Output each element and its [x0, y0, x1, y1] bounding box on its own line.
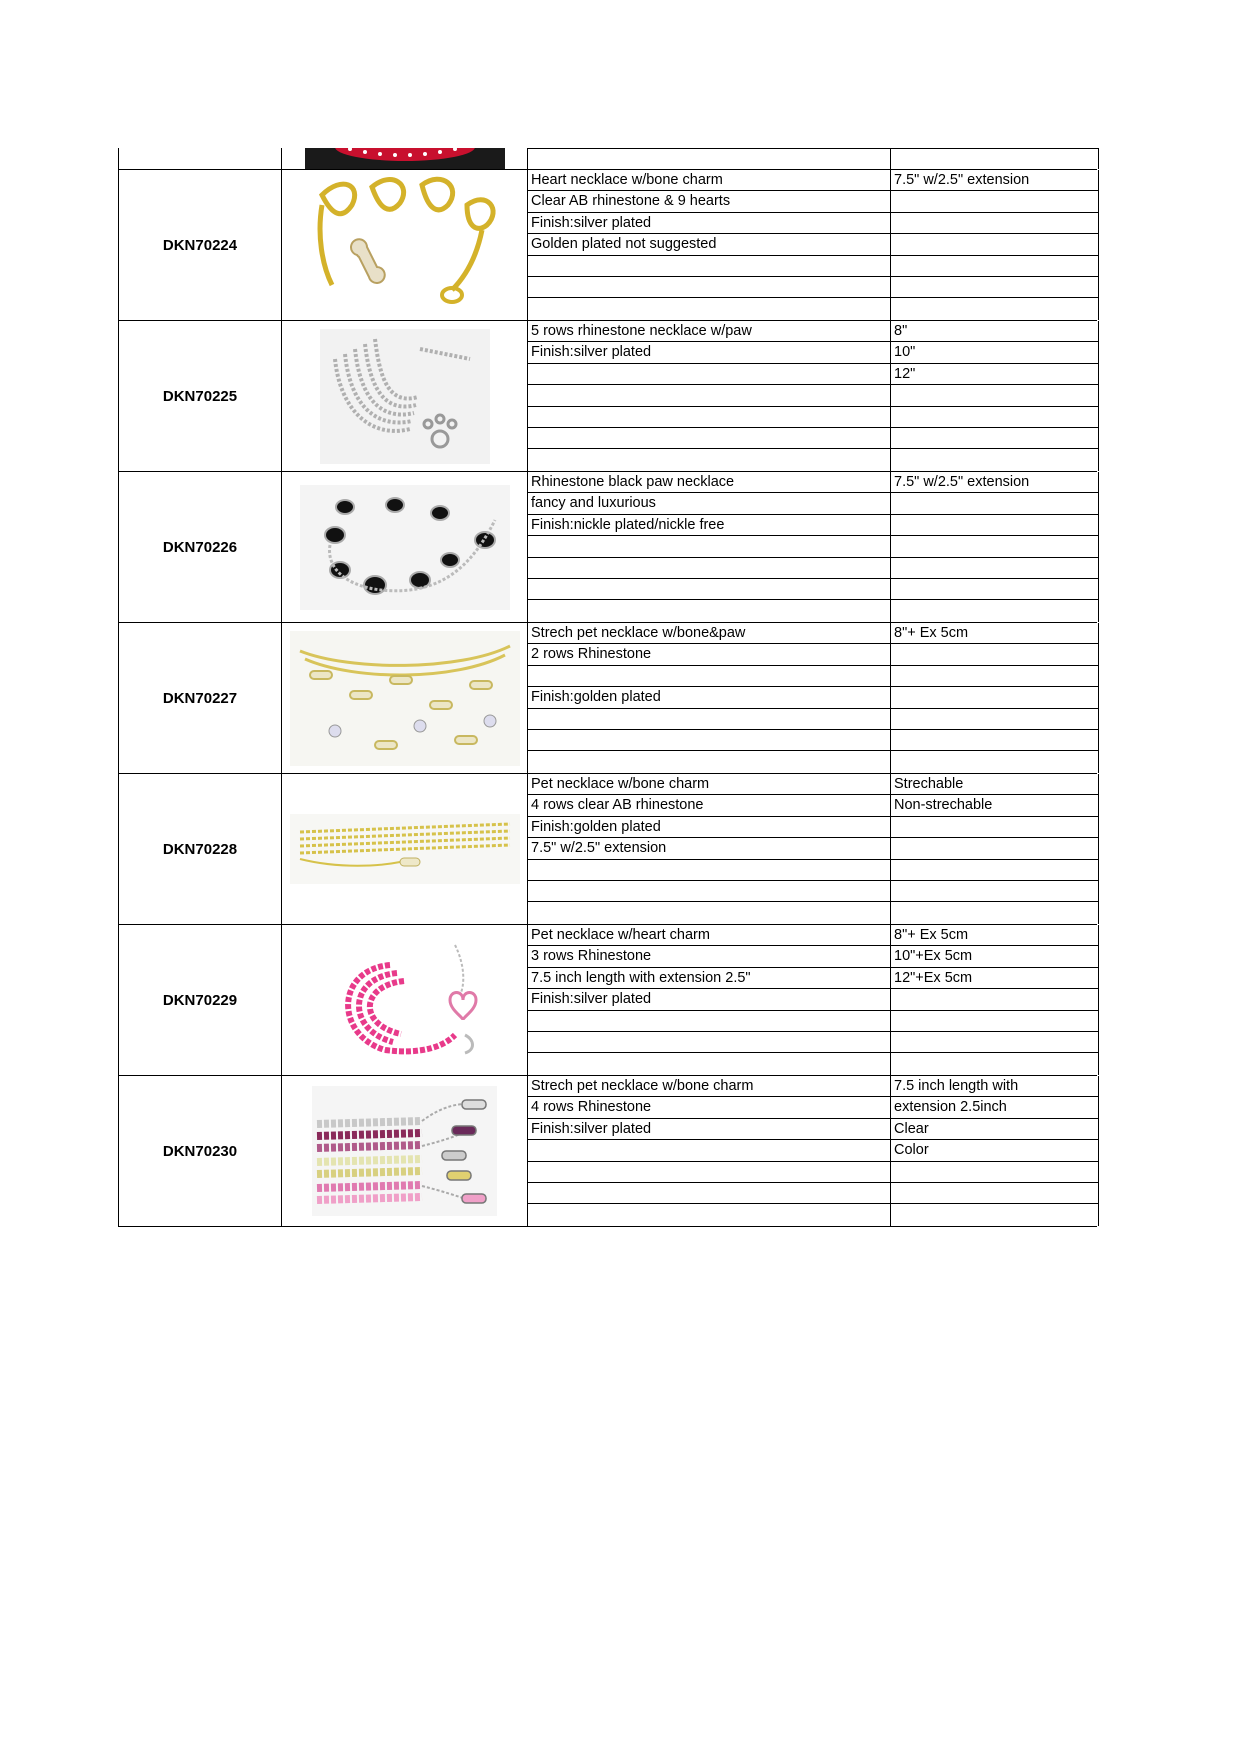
size-cell	[891, 860, 1098, 881]
desc-cell	[528, 600, 890, 621]
size-cell	[891, 838, 1098, 859]
desc-cell	[528, 428, 890, 449]
desc-cell	[528, 881, 890, 902]
size-cell	[891, 256, 1098, 277]
silver-rhinestone-paw-necklace-image	[320, 329, 490, 464]
size-cell	[891, 428, 1098, 449]
size-cell	[891, 1183, 1098, 1204]
product-table	[118, 148, 1097, 1227]
size-cell: 12"+Ex 5cm	[891, 968, 1098, 989]
table-row	[118, 170, 1097, 321]
desc-cell: Pet necklace w/heart charm	[528, 925, 890, 946]
desc-cell: 7.5" w/2.5" extension	[528, 838, 890, 859]
description-column	[527, 170, 890, 320]
desc-cell	[528, 1053, 890, 1074]
size-cell	[891, 989, 1098, 1010]
desc-cell: Strech pet necklace w/bone&paw	[528, 623, 890, 644]
desc-cell	[528, 1183, 890, 1204]
size-cell: 8"+ Ex 5cm	[891, 623, 1098, 644]
desc-cell: Pet necklace w/bone charm	[528, 774, 890, 795]
desc-cell	[528, 536, 890, 557]
desc-cell	[528, 730, 890, 751]
desc-cell	[528, 860, 890, 881]
desc-cell: Finish:silver plated	[528, 1119, 890, 1140]
desc-cell: Finish:silver plated	[528, 213, 890, 234]
size-cell	[891, 449, 1098, 470]
size-column	[890, 925, 1099, 1075]
desc-cell: Clear AB rhinestone & 9 hearts	[528, 191, 890, 212]
product-code: DKN70229	[118, 925, 281, 1075]
desc-cell: 5 rows rhinestone necklace w/paw	[528, 321, 890, 342]
desc-cell	[528, 709, 890, 730]
size-cell	[891, 644, 1098, 665]
table-row	[118, 623, 1097, 774]
size-cell	[891, 1053, 1098, 1074]
size-cell	[891, 536, 1098, 557]
desc-cell	[528, 751, 890, 772]
size-cell	[891, 298, 1098, 319]
product-image-cell	[281, 774, 527, 924]
description-column	[527, 472, 890, 622]
description-column	[527, 1076, 890, 1226]
size-cell	[891, 579, 1098, 600]
size-cell	[891, 687, 1098, 708]
product-image-cell	[281, 1076, 527, 1226]
size-cell: 8"	[891, 321, 1098, 342]
size-cell	[891, 1011, 1098, 1032]
size-cell: Non-strechable	[891, 795, 1098, 816]
desc-cell: Finish:silver plated	[528, 989, 890, 1010]
code-cell-empty	[118, 148, 281, 169]
desc-cell: 4 rows Rhinestone	[528, 1097, 890, 1118]
product-code: DKN70230	[118, 1076, 281, 1226]
product-code: DKN70228	[118, 774, 281, 924]
desc-cell: 7.5 inch length with extension 2.5"	[528, 968, 890, 989]
size-cell	[891, 515, 1098, 536]
size-cell	[891, 1032, 1098, 1053]
size-cell	[891, 600, 1098, 621]
size-cell: 12"	[891, 364, 1098, 385]
product-image-cell	[281, 170, 527, 320]
gold-four-row-necklace-image	[290, 814, 520, 884]
size-column	[890, 1076, 1099, 1226]
size-cell	[891, 558, 1098, 579]
desc-cell: fancy and luxurious	[528, 493, 890, 514]
desc-cell: Finish:nickle plated/nickle free	[528, 515, 890, 536]
product-image-cell	[281, 472, 527, 622]
desc-cell: 4 rows clear AB rhinestone	[528, 795, 890, 816]
desc-cell	[528, 364, 890, 385]
desc-cell	[528, 902, 890, 923]
size-cell	[891, 1204, 1098, 1225]
product-code: DKN70225	[118, 321, 281, 471]
size-cell	[891, 385, 1098, 406]
size-cell: Clear	[891, 1119, 1098, 1140]
product-image-cell	[281, 925, 527, 1075]
desc-cell	[528, 666, 890, 687]
size-cell: 10"+Ex 5cm	[891, 946, 1098, 967]
desc-cell: 2 rows Rhinestone	[528, 644, 890, 665]
pink-heart-necklace-image	[315, 935, 495, 1065]
size-cell	[891, 817, 1098, 838]
desc-cell	[528, 1032, 890, 1053]
desc-cell: Heart necklace w/bone charm	[528, 170, 890, 191]
size-cell: 7.5" w/2.5" extension	[891, 170, 1098, 191]
description-column	[527, 925, 890, 1075]
description-column	[527, 623, 890, 773]
desc-cell	[528, 558, 890, 579]
desc-cell	[528, 1011, 890, 1032]
desc-cell	[528, 1140, 890, 1161]
desc-cell: Golden plated not suggested	[528, 234, 890, 255]
partial-image-cell	[281, 148, 527, 169]
size-cell: 7.5" w/2.5" extension	[891, 472, 1098, 493]
size-cell	[891, 213, 1098, 234]
size-cell	[891, 751, 1098, 772]
size-cell	[891, 730, 1098, 751]
size-column	[890, 472, 1099, 622]
table-row	[118, 472, 1097, 623]
size-column	[890, 321, 1099, 471]
size-column	[890, 623, 1099, 773]
desc-cell: 3 rows Rhinestone	[528, 946, 890, 967]
product-image-cell	[281, 623, 527, 773]
size-cell	[891, 277, 1098, 298]
description-column	[527, 774, 890, 924]
product-code: DKN70226	[118, 472, 281, 622]
product-image-cell	[281, 321, 527, 471]
size-column	[890, 170, 1099, 320]
size-cell: extension 2.5inch	[891, 1097, 1098, 1118]
size-cell: 10"	[891, 342, 1098, 363]
description-column	[527, 321, 890, 471]
table-row-partial	[118, 148, 1097, 170]
size-column	[890, 774, 1099, 924]
size-cell: Color	[891, 1140, 1098, 1161]
product-code: DKN70227	[118, 623, 281, 773]
desc-cell	[528, 385, 890, 406]
size-cell	[891, 902, 1098, 923]
red-necklace-partial-image	[305, 148, 505, 169]
size-cell	[891, 709, 1098, 730]
desc-cell: Rhinestone black paw necklace	[528, 472, 890, 493]
table-row	[118, 1076, 1097, 1227]
size-cell	[891, 234, 1098, 255]
desc-cell	[528, 449, 890, 470]
size-cell	[891, 407, 1098, 428]
size-cell	[891, 191, 1098, 212]
size-cell: 8"+ Ex 5cm	[891, 925, 1098, 946]
desc-cell	[528, 298, 890, 319]
size-cell	[891, 148, 1098, 169]
size-cell: Strechable	[891, 774, 1098, 795]
desc-cell	[528, 1204, 890, 1225]
table-row	[118, 774, 1097, 925]
desc-cell: Finish:golden plated	[528, 687, 890, 708]
table-row	[118, 321, 1097, 472]
desc-cell	[528, 256, 890, 277]
product-code: DKN70224	[118, 170, 281, 320]
desc-cell: Strech pet necklace w/bone charm	[528, 1076, 890, 1097]
table-row	[118, 925, 1097, 1076]
gold-heart-bone-necklace-image	[302, 175, 507, 315]
desc-cell	[528, 1162, 890, 1183]
black-paw-necklace-image	[300, 485, 510, 610]
size-cell	[891, 881, 1098, 902]
desc-cell	[528, 277, 890, 298]
size-cell: 7.5 inch length with	[891, 1076, 1098, 1097]
size-cell	[891, 1162, 1098, 1183]
desc-cell	[528, 148, 890, 169]
gold-bone-paw-necklace-image	[290, 631, 520, 766]
desc-cell	[528, 579, 890, 600]
size-cell	[891, 493, 1098, 514]
multicolor-bone-necklaces-image	[312, 1086, 497, 1216]
desc-cell: Finish:golden plated	[528, 817, 890, 838]
desc-cell: Finish:silver plated	[528, 342, 890, 363]
desc-cell	[528, 407, 890, 428]
size-cell	[891, 666, 1098, 687]
